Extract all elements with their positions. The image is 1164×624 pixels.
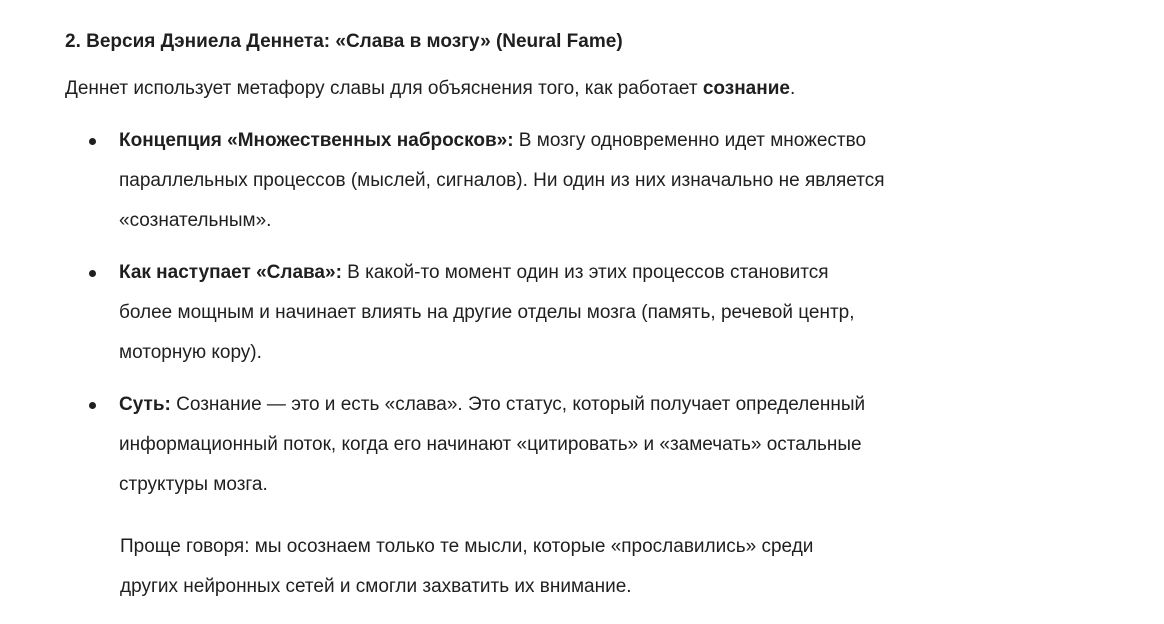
intro-bold-term: сознание xyxy=(702,78,790,99)
list-item-line: параллельных процессов (мыслей, сигналов). Ни один из них изначально не является xyxy=(119,170,885,191)
list-item-line xyxy=(119,121,1039,161)
bullet-dot-icon xyxy=(89,138,96,145)
list-item-line: «сознательным». xyxy=(119,210,272,231)
list-item-line: информационный поток, когда его начинают «цитировать» и «замечать» остальные xyxy=(119,434,862,455)
intro-paragraph xyxy=(65,75,795,103)
list-item-line: структуры мозга. xyxy=(119,474,268,495)
intro-period: . xyxy=(789,78,796,99)
bullet-dot-icon xyxy=(89,402,96,409)
list-item-body: В какой-то момент один из этих процессов становится xyxy=(341,262,829,283)
list-item-body: В мозгу одновременно идет множество xyxy=(513,130,867,151)
list-item-text xyxy=(119,253,1039,373)
list-item-line: более мощным и начинает влиять на другие отделы мозга (память, речевой центр, xyxy=(119,302,855,323)
list-item-line xyxy=(119,253,1039,293)
summary-line: Проще говоря: мы осознаем только те мысли, которые «прославились» среди xyxy=(120,536,814,557)
list-item-body: Сознание — это и есть «слава». Это статус, который получает определенный xyxy=(170,394,866,415)
summary-paragraph xyxy=(120,527,813,607)
list-item-term: Как наступает «Слава»: xyxy=(119,262,342,283)
section-heading: 2. Версия Дэниела Деннета: «Слава в мозгу» (Neural Fame) xyxy=(65,31,623,52)
summary-line: других нейронных сетей и смогли захватить их внимание. xyxy=(120,576,632,597)
list-item-line xyxy=(119,385,1039,425)
intro-text: Деннет использует метафору славы для объяснения того, как работает xyxy=(65,78,703,99)
list-item-text xyxy=(119,121,1039,241)
list-item-term: Концепция «Множественных набросков»: xyxy=(119,130,514,151)
list-item-text xyxy=(119,385,1039,505)
bullet-dot-icon xyxy=(89,270,96,277)
list-item-term: Суть: xyxy=(119,394,171,415)
list-item-line: моторную кору). xyxy=(119,342,262,363)
